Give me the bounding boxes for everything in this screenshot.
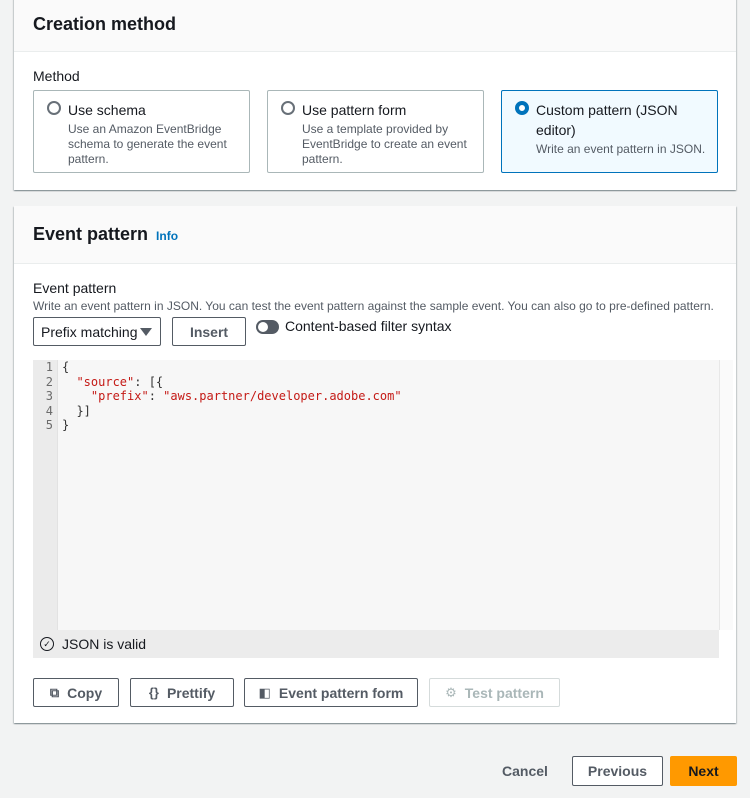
event-pattern-title: Event pattern [33, 224, 149, 244]
option-desc: Use an Amazon EventBridge schema to generate the event pattern. [68, 122, 227, 166]
option-desc: Use a template provided by EventBridge to create an event pattern. [302, 122, 467, 166]
prettify-label: Prettify [166, 684, 216, 701]
method-tiles [33, 90, 718, 173]
event-pattern-header [14, 206, 736, 264]
code-line: } [62, 418, 70, 432]
next-button[interactable]: Next [670, 756, 737, 786]
code-line: { [62, 360, 70, 374]
line-number: 3 [45, 389, 53, 403]
code-line: }] [62, 403, 91, 418]
event-pattern-field-label: Event pattern [33, 280, 117, 296]
radio-use-schema[interactable] [47, 101, 61, 115]
line-number-gutter [33, 360, 58, 630]
check-circle-icon: ✓ [40, 637, 54, 651]
option-title: Custom pattern (JSON editor) [536, 102, 678, 138]
method-label: Method [33, 68, 80, 84]
copy-label: Copy [67, 684, 103, 701]
event-pattern-panel [14, 206, 736, 723]
line-number: 4 [45, 403, 53, 418]
option-desc: Write an event pattern in JSON. [536, 142, 706, 156]
event-pattern-description: Write an event pattern in JSON. You can test the event pattern against the sample event. You can also go to pre-defined pattern. [33, 299, 714, 313]
copy-icon: ⧉ [49, 684, 60, 700]
line-number: 2 [45, 374, 53, 389]
gear-icon: ⚙ [445, 684, 457, 700]
radio-custom-pattern[interactable] [515, 101, 529, 115]
matching-select[interactable] [33, 317, 161, 346]
option-title: Use pattern form [302, 102, 407, 118]
json-status-bar [33, 630, 719, 658]
braces-icon: {} [148, 685, 159, 700]
line-number: 5 [45, 418, 53, 432]
editor-scrollbar[interactable] [719, 360, 733, 630]
method-option-pattern-form[interactable] [267, 90, 484, 173]
creation-method-header [14, 0, 736, 52]
info-link[interactable]: Info [156, 229, 179, 243]
json-valid-text: JSON is valid [62, 636, 147, 652]
test-pattern-label: Test pattern [464, 684, 544, 701]
method-option-custom-pattern[interactable] [501, 90, 718, 173]
cancel-button[interactable]: Cancel [502, 763, 548, 779]
code-line: "prefix": "aws.partner/developer.adobe.com" [90, 389, 402, 403]
previous-button[interactable]: Previous [572, 756, 663, 786]
event-pattern-form-button[interactable] [244, 678, 418, 707]
option-title: Use schema [68, 102, 146, 118]
method-option-use-schema[interactable] [33, 90, 250, 173]
creation-method-title: Creation method [33, 14, 177, 34]
test-pattern-button[interactable] [429, 678, 560, 707]
prettify-button[interactable] [130, 678, 234, 707]
matching-select-value: Prefix matching [41, 323, 138, 340]
copy-button[interactable] [33, 678, 119, 707]
form-icon: ◧ [258, 684, 271, 700]
code-line: "source": [{ [76, 374, 164, 389]
creation-method-panel [14, 0, 736, 190]
line-number: 1 [45, 360, 53, 374]
pattern-form-label: Event pattern form [278, 684, 404, 701]
content-filter-toggle-label: Content-based filter syntax [285, 318, 452, 334]
json-editor[interactable] [33, 360, 719, 658]
content-filter-toggle[interactable] [256, 320, 279, 334]
code-content[interactable] [62, 360, 402, 433]
insert-button[interactable]: Insert [172, 317, 246, 346]
caret-down-icon [140, 328, 152, 336]
radio-pattern-form[interactable] [281, 101, 295, 115]
